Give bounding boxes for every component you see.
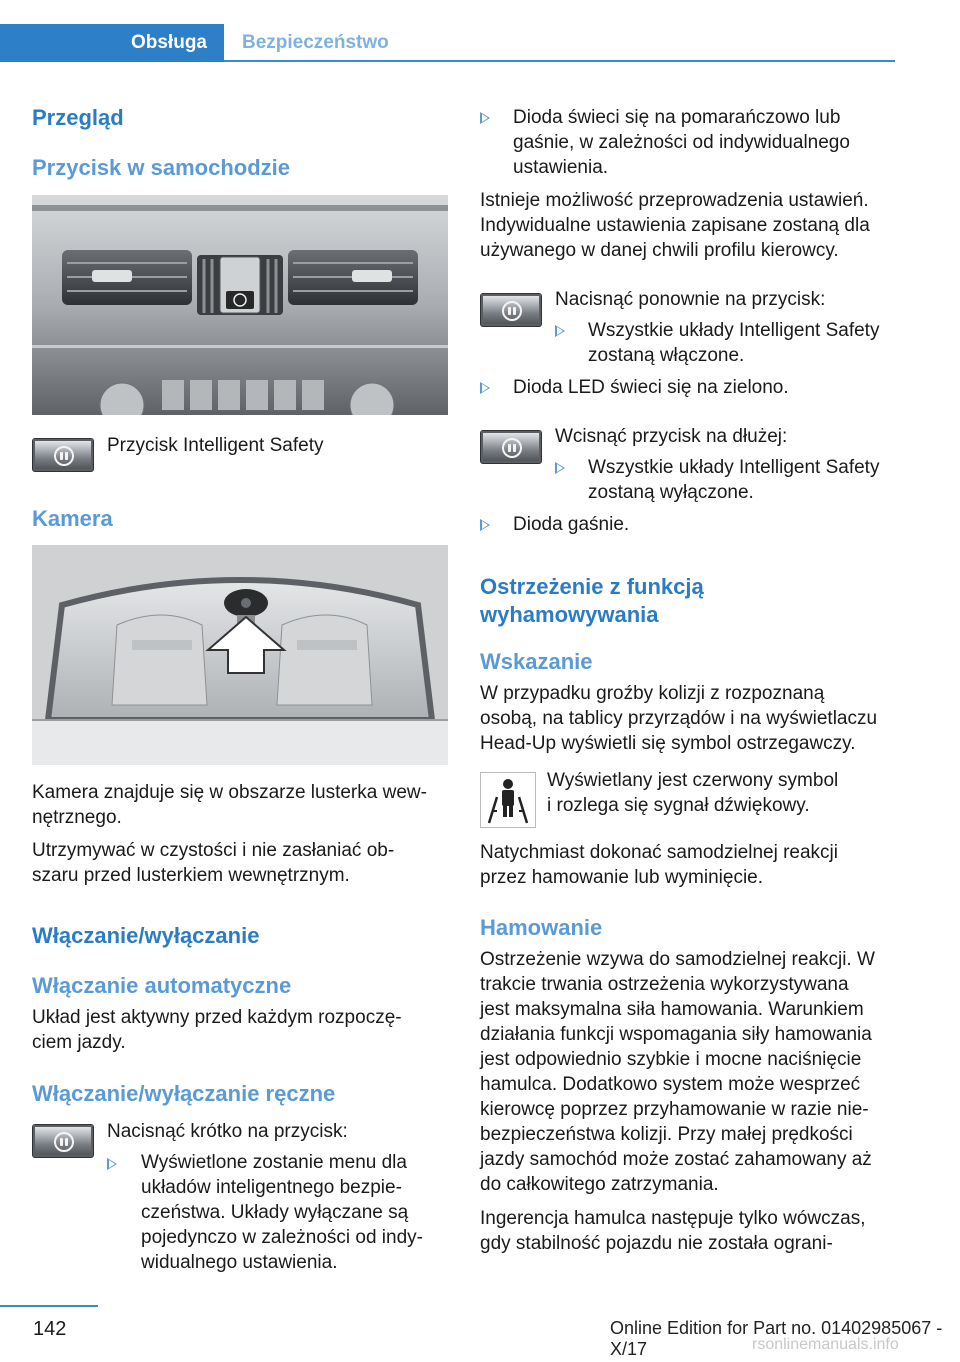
intelligent-safety-button-icon xyxy=(32,1124,94,1158)
heading-button-in-car: Przycisk w samochodzie xyxy=(32,155,290,180)
page-number: 142 xyxy=(33,1318,67,1340)
triangle-bullet-icon xyxy=(555,462,565,474)
manual-press-text: Nacisnąć krótko na przycisk: xyxy=(107,1121,348,1142)
braking-text: Ostrzeżenie wzywa do samodzielnej reakcji. W trakcie trwania ostrzeżenia wykorzystywana jest maksymalna siła hamowania. Warunkiem działania funkcji wspomagania siły hamowania jest odpowiednio szybkie i mocne naciśnięcie hamulca. Dodatkowo system może wesprzeć kierowcę poprzez przyhamowanie w razie nie- bezpieczeństwa kolizji. Przy małej prędkości jazdy samochód może zostać zahamowany aż do całkowitego zatrzymania. xyxy=(480,949,875,1195)
auto-on-text: Układ jest aktywny przed każdym rozpoczę- ciem jazdy. xyxy=(32,1007,402,1053)
all-off-text: Wszystkie układy Intelligent Safety zostaną wyłączone. xyxy=(588,457,880,503)
intervention-text: Ingerencja hamulca następuje tylko wówczas, gdy stabilność pojazdu nie została ograni- xyxy=(480,1208,866,1254)
list-item xyxy=(555,318,898,368)
camera-photo xyxy=(32,545,448,765)
list-item xyxy=(480,512,898,537)
manual-menu-text: Wyświetlone zostanie menu dla układów inteligentnego bezpie- czeństwa. Układy wyłączane są pojedynczo w zależności od indy- widualnego ustawienia. xyxy=(141,1152,423,1273)
settings-text: Istnieje możliwość przeprowadzenia ustawień. Indywidualne ustawienia zapisane zostaną dla używanego w danej chwili profilu kierowcy. xyxy=(480,190,870,261)
heading-warning-braking: Ostrzeżenie z funkcją wyhamowywania xyxy=(480,574,704,627)
pedestrian-warning-icon xyxy=(480,772,536,828)
press-again-text: Nacisnąć ponownie na przycisk: xyxy=(555,289,826,310)
heading-indication: Wskazanie xyxy=(480,649,593,674)
led-off-text: Dioda gaśnie. xyxy=(513,514,630,535)
react-text: Natychmiast dokonać samodzielnej reakcji przez hamowanie lub wyminięcie. xyxy=(480,842,838,888)
heading-manual-on-off: Włączanie/wyłączanie ręczne xyxy=(32,1081,336,1106)
triangle-bullet-icon xyxy=(555,325,565,337)
camera-location-text: Kamera znajduje się w obszarze lusterka wew- nętrznego. xyxy=(32,782,427,828)
intelligent-safety-button-icon xyxy=(480,430,542,464)
heading-overview: Przegląd xyxy=(32,105,124,130)
triangle-bullet-icon xyxy=(480,382,490,394)
heading-braking: Hamowanie xyxy=(480,915,603,940)
press-long-text: Wcisnąć przycisk na dłużej: xyxy=(555,426,788,447)
dashboard-button-photo xyxy=(32,195,448,415)
triangle-bullet-icon xyxy=(107,1158,117,1170)
red-symbol-text: Wyświetlany jest czerwony symbol i rozlega się sygnał dźwiękowy. xyxy=(547,770,839,816)
intelligent-safety-button-icon xyxy=(32,438,94,472)
list-item xyxy=(480,105,898,180)
heading-auto-on: Włączanie automatyczne xyxy=(32,973,292,998)
led-orange-text: Dioda świeci się na pomarańczowo lub gaśnie, w zależności od indywidualnego ustawienia. xyxy=(513,107,850,178)
list-item xyxy=(107,1150,447,1275)
tab-obsluga[interactable]: Obsługa xyxy=(0,24,224,62)
button-caption: Przycisk Intelligent Safety xyxy=(107,435,324,456)
heading-camera: Kamera xyxy=(32,506,113,531)
all-on-text: Wszystkie układy Intelligent Safety zostaną włączone. xyxy=(588,320,880,366)
led-green-text: Dioda LED świeci się na zielono. xyxy=(513,377,789,398)
footer-divider xyxy=(0,1305,98,1307)
list-item xyxy=(480,375,898,400)
list-item xyxy=(555,455,898,505)
header-tab-bar xyxy=(0,0,895,62)
edition-footer: Online Edition for Part no. 01402985067 - X/17 xyxy=(610,1318,943,1359)
indication-text: W przypadku groźby kolizji z rozpoznaną osobą, na tablicy przyrządów i na wyświetlaczu Head-Up wyświetli się symbol ostrzegawczy. xyxy=(480,683,878,754)
watermark-text: rsonlinemanuals.info xyxy=(752,1336,899,1353)
intelligent-safety-button-icon xyxy=(480,293,542,327)
heading-on-off: Włączanie/wyłączanie xyxy=(32,923,260,948)
triangle-bullet-icon xyxy=(480,519,490,531)
camera-clean-text: Utrzymywać w czystości i nie zasłaniać ob- szaru przed lusterkiem wewnętrznym. xyxy=(32,840,395,886)
tab-bezpieczenstwo[interactable]: Bezpieczeństwo xyxy=(242,32,389,53)
triangle-bullet-icon xyxy=(480,112,490,124)
